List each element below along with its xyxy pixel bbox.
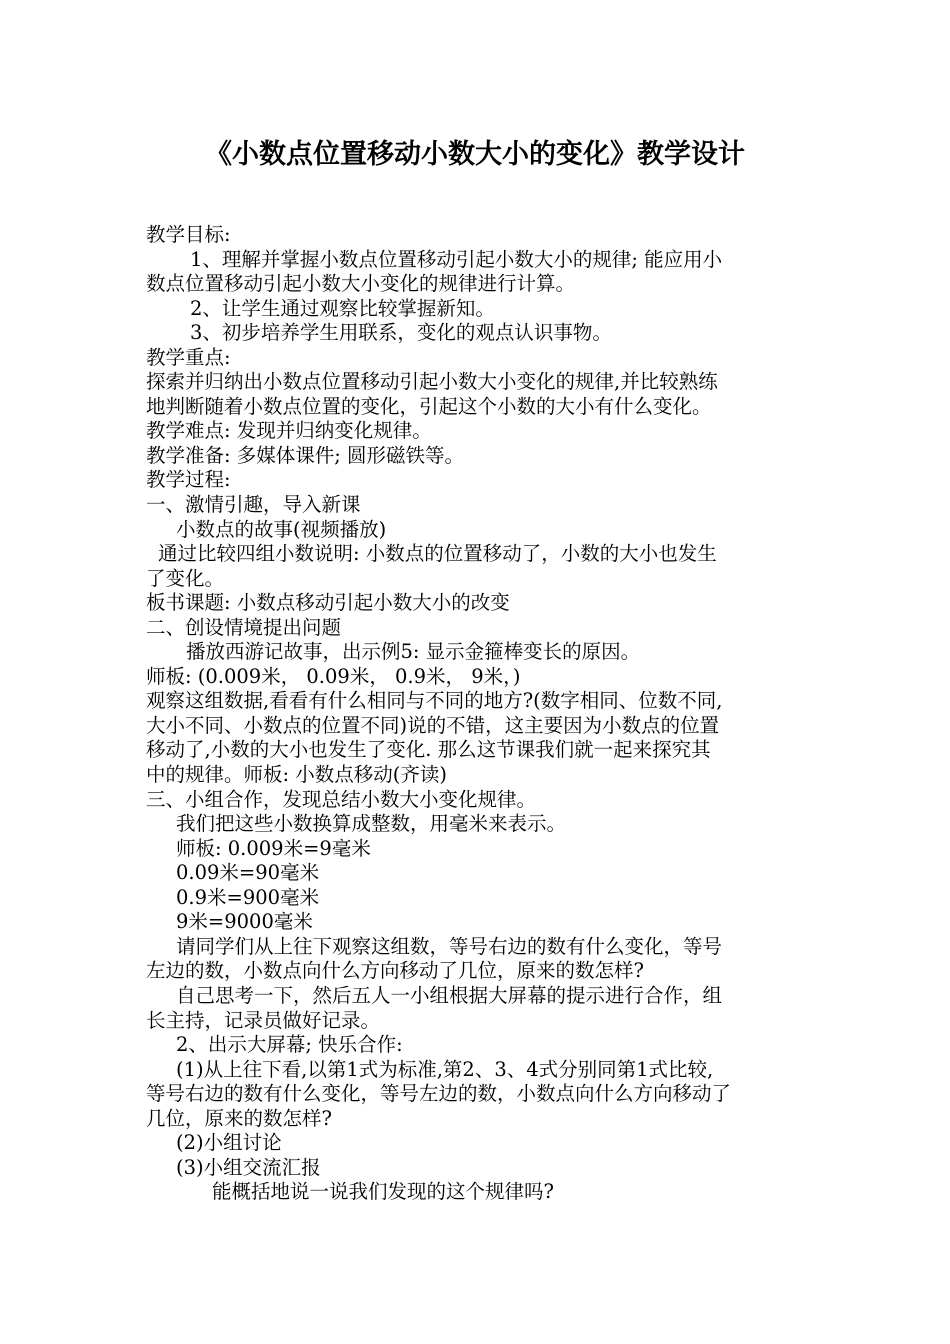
text-line: 几位，原来的数怎样? (146, 1106, 332, 1130)
text-line: 小数点的故事(视频播放) (176, 517, 387, 541)
text-line: 我们把这些小数换算成整数，用毫米来表示。 (176, 812, 567, 836)
text-line: 板书课题: 小数点移动引起小数大小的改变 (146, 591, 510, 615)
text-line: (1)从上往下看,以第1式为标准,第2、3、4式分别同第1式比较, (176, 1057, 714, 1081)
text-line: 三、小组合作，发现总结小数大小变化规律。 (146, 787, 537, 811)
text-line: (3)小组交流汇报 (176, 1155, 321, 1179)
text-line: 左边的数，小数点向什么方向移动了几位，原来的数怎样? (146, 959, 644, 983)
text-line: 能概括地说一说我们发现的这个规律吗? (212, 1180, 554, 1204)
text-line: 了变化。 (146, 566, 225, 590)
text-line: 中的规律。师板: 小数点移动(齐读) (146, 763, 447, 787)
document-title: 《小数点位置移动小数大小的变化》教学设计 (205, 139, 745, 170)
section-heading-objectives: 教学目标: (146, 223, 231, 246)
text-line: 大小不同、小数点的位置不同)说的不错，这主要因为小数点的位置 (146, 713, 720, 737)
text-line: 一、激情引趣，导入新课 (146, 493, 361, 517)
text-line: 师板: 0.009米=9毫米 (176, 836, 371, 860)
text-line: 观察这组数据,看看有什么相同与不同的地方?(数字相同、位数不同, (146, 689, 723, 713)
document-body (146, 223, 816, 1205)
section-heading-process: 教学过程: (146, 468, 231, 492)
text-line: 教学难点: 发现并归纳变化规律。 (146, 419, 432, 443)
text-line: 教学准备: 多媒体课件; 圆形磁铁等。 (146, 443, 465, 467)
text-line: 二、创设情境提出问题 (146, 615, 342, 639)
text-line: 请同学们从上往下观察这组数，等号右边的数有什么变化，等号 (176, 934, 723, 958)
text-line: 3、初步培养学生用联系，变化的观点认识事物。 (190, 321, 612, 345)
text-line: 探索并归纳出小数点位置移动引起小数大小变化的规律,并比较熟练 (146, 370, 718, 394)
text-line: 2、让学生通过观察比较掌握新知。 (190, 296, 495, 320)
section-heading-key-points: 教学重点: (146, 345, 231, 369)
text-line: 0.9米=900毫米 (176, 885, 320, 909)
text-line: 数点位置移动引起小数大小变化的规律进行计算。 (146, 272, 576, 296)
text-line: 长主持，记录员做好记录。 (146, 1008, 381, 1032)
text-line: 0.09米=90毫米 (176, 861, 320, 885)
text-line: 师板: (0.009米， 0.09米， 0.9米， 9米，) (146, 664, 521, 688)
text-line: 通过比较四组小数说明: 小数点的位置移动了，小数的大小也发生 (158, 542, 717, 566)
text-line: 等号右边的数有什么变化，等号左边的数，小数点向什么方向移动了 (146, 1082, 732, 1106)
text-line: (2)小组讨论 (176, 1131, 282, 1155)
text-line: 地判断随着小数点位置的变化，引起这个小数的大小有什么变化。 (146, 394, 712, 418)
text-line: 9米=9000毫米 (176, 910, 313, 934)
text-line: 2、出示大屏幕; 快乐合作: (176, 1033, 403, 1057)
text-line: 自己思考一下，然后五人一小组根据大屏幕的提示进行合作，组 (176, 983, 723, 1007)
text-line: 1、理解并掌握小数点位置移动引起小数大小的规律; 能应用小 (190, 247, 723, 271)
text-line: 播放西游记故事，出示例5: 显示金箍棒变长的原因。 (186, 640, 641, 664)
text-line: 移动了,小数的大小也发生了变化. 那么这节课我们就一起来探究其 (146, 738, 711, 762)
